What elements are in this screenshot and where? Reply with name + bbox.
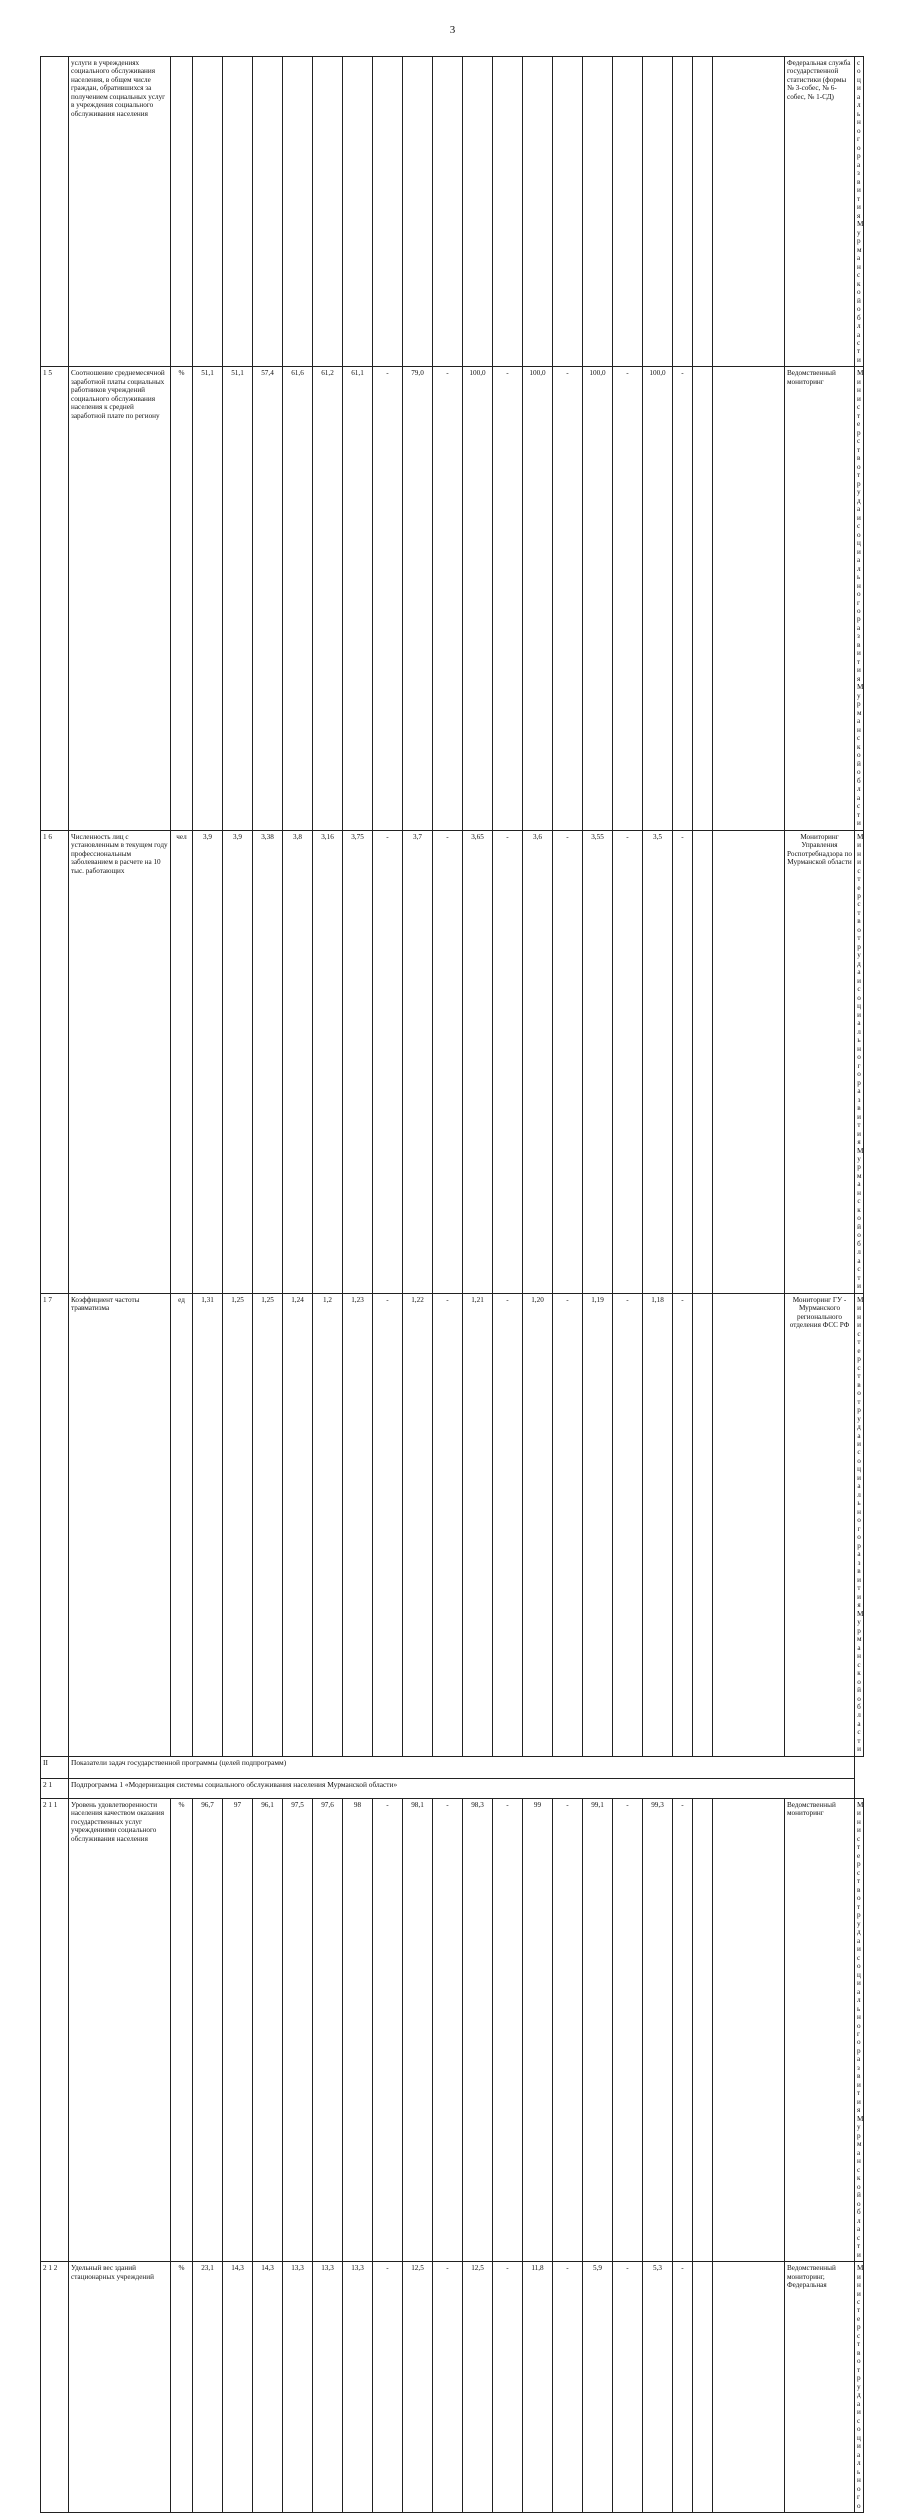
value-cell: 3,38	[253, 830, 283, 1293]
value-cell: -	[373, 1293, 403, 1756]
value-cell	[713, 830, 785, 1293]
value-cell: -	[673, 2262, 693, 2513]
value-cell	[693, 367, 713, 830]
value-cell: 13,3	[283, 2262, 313, 2513]
value-cell: 13,3	[343, 2262, 373, 2513]
value-cell: -	[553, 1293, 583, 1756]
value-cell: -	[493, 367, 523, 830]
value-cell: 96,1	[253, 1798, 283, 2261]
row-code: 2 1 1	[41, 1798, 69, 2261]
value-cell: 99,3	[643, 1798, 673, 2261]
value-cell: 1,25	[253, 1293, 283, 1756]
value-cell: -	[613, 2262, 643, 2513]
value-cell: 98	[343, 1798, 373, 2261]
value-cell: -	[673, 1293, 693, 1756]
value-cell	[433, 57, 463, 367]
value-cell: 100,0	[583, 367, 613, 830]
indicator-name: Уровень удовлетворенности населения качеством оказания государственных услуг учреждениями социального обслуживания населения	[69, 1798, 171, 2261]
value-cell: 3,9	[193, 830, 223, 1293]
value-cell	[713, 57, 785, 367]
value-cell: 13,3	[313, 2262, 343, 2513]
value-cell: 1,20	[523, 1293, 553, 1756]
value-cell: 100,0	[463, 367, 493, 830]
value-cell: -	[553, 830, 583, 1293]
value-cell: 98,3	[463, 1798, 493, 2261]
source-cell: Мониторинг Управления Роспотребнадзора по Мурманской области	[785, 830, 855, 1293]
value-cell: 1,31	[193, 1293, 223, 1756]
section-row	[41, 1756, 864, 1778]
section-title: Показатели задач государственной программы (целей подпрограмм)	[69, 1756, 855, 1778]
value-cell: -	[433, 367, 463, 830]
source-cell: Мониторинг ГУ - Мурманского регионального отделения ФСС РФ	[785, 1293, 855, 1756]
value-cell	[713, 2262, 785, 2513]
value-cell: -	[433, 2262, 463, 2513]
value-cell: 3,75	[343, 830, 373, 1293]
source-cell: Федеральная служба государственной статистики (формы № 3-собес, № 6-собес, № 1-СД)	[785, 57, 855, 367]
table-row	[41, 367, 864, 830]
row-code: 2 1 2	[41, 2262, 69, 2513]
row-code: 1 5	[41, 367, 69, 830]
value-cell: -	[373, 367, 403, 830]
value-cell: -	[493, 1798, 523, 2261]
value-cell: -	[673, 830, 693, 1293]
indicator-name: Численность лиц с установленным в текущем году профессиональным заболеванием в расчете на 10 тыс. работающих	[69, 830, 171, 1293]
table-row	[41, 57, 864, 367]
value-cell: 97,6	[313, 1798, 343, 2261]
value-cell: -	[373, 830, 403, 1293]
value-cell: 3,9	[223, 830, 253, 1293]
value-cell: 61,1	[343, 367, 373, 830]
value-cell: 51,1	[223, 367, 253, 830]
value-cell: 1,22	[403, 1293, 433, 1756]
value-cell: -	[553, 367, 583, 830]
value-cell: 61,6	[283, 367, 313, 830]
value-cell: -	[613, 367, 643, 830]
value-cell	[553, 57, 583, 367]
indicator-name: Коэффициент частоты травматизма	[69, 1293, 171, 1756]
value-cell	[373, 57, 403, 367]
unit-cell: %	[171, 367, 193, 830]
value-cell: 1,21	[463, 1293, 493, 1756]
table-row	[41, 1798, 864, 2261]
value-cell: 12,5	[463, 2262, 493, 2513]
value-cell: 1,2	[313, 1293, 343, 1756]
subprogram-code: 2 1	[41, 1778, 69, 1798]
value-cell	[693, 57, 713, 367]
value-cell: 12,5	[403, 2262, 433, 2513]
value-cell	[613, 57, 643, 367]
unit-cell: чел	[171, 830, 193, 1293]
responsible-cell: Министерство труда и социального развития Мурманской области	[855, 830, 864, 1293]
value-cell	[253, 57, 283, 367]
value-cell	[403, 57, 433, 367]
value-cell	[693, 2262, 713, 2513]
value-cell	[643, 57, 673, 367]
table-row	[41, 2262, 864, 2513]
value-cell: 1,24	[283, 1293, 313, 1756]
value-cell: -	[613, 830, 643, 1293]
value-cell: 97,5	[283, 1798, 313, 2261]
value-cell: 3,8	[283, 830, 313, 1293]
subprogram-title: Подпрограмма 1 «Модернизация системы социального обслуживания населения Мурманской области»	[69, 1778, 855, 1798]
responsible-cell: Министерство труда и социального	[855, 2262, 864, 2513]
value-cell: 100,0	[523, 367, 553, 830]
value-cell	[313, 57, 343, 367]
value-cell	[693, 1293, 713, 1756]
responsible-cell: социального развития Мурманской области	[855, 57, 864, 367]
responsible-cell: Министерство труда и социального развития Мурманской области	[855, 1293, 864, 1756]
source-cell: Ведомственный мониторинг, Федеральная	[785, 2262, 855, 2513]
value-cell: 3,6	[523, 830, 553, 1293]
value-cell: -	[433, 1798, 463, 2261]
value-cell: 1,18	[643, 1293, 673, 1756]
value-cell: -	[493, 1293, 523, 1756]
value-cell	[193, 57, 223, 367]
value-cell: -	[673, 367, 693, 830]
row-code: 1 6	[41, 830, 69, 1293]
value-cell: 3,55	[583, 830, 613, 1293]
value-cell	[343, 57, 373, 367]
responsible-cell: Министерство труда и социального развития Мурманской области	[855, 367, 864, 830]
indicator-name: услуги в учреждениях социального обслуживания населения, в общем числе граждан, обратившихся за получением социальных услуг в учреждения социального обслуживания населения	[69, 57, 171, 367]
value-cell	[463, 57, 493, 367]
section-code: II	[41, 1756, 69, 1778]
value-cell: 3,16	[313, 830, 343, 1293]
value-cell: 3,7	[403, 830, 433, 1293]
value-cell	[283, 57, 313, 367]
value-cell	[223, 57, 253, 367]
value-cell: 3,65	[463, 830, 493, 1293]
value-cell: 1,23	[343, 1293, 373, 1756]
value-cell: 1,19	[583, 1293, 613, 1756]
indicator-table	[40, 56, 864, 2513]
value-cell: 98,1	[403, 1798, 433, 2261]
value-cell: 79,0	[403, 367, 433, 830]
value-cell	[523, 57, 553, 367]
value-cell	[693, 830, 713, 1293]
value-cell: 57,4	[253, 367, 283, 830]
value-cell: 99	[523, 1798, 553, 2261]
source-cell: Ведомственный мониторинг	[785, 367, 855, 830]
value-cell: 99,1	[583, 1798, 613, 2261]
row-code: 1 7	[41, 1293, 69, 1756]
value-cell: 14,3	[253, 2262, 283, 2513]
value-cell	[673, 57, 693, 367]
table-row	[41, 1293, 864, 1756]
value-cell: -	[373, 1798, 403, 2261]
value-cell	[713, 367, 785, 830]
value-cell: -	[553, 1798, 583, 2261]
unit-cell: %	[171, 2262, 193, 2513]
value-cell: -	[433, 830, 463, 1293]
value-cell: 96,7	[193, 1798, 223, 2261]
value-cell: 1,25	[223, 1293, 253, 1756]
source-cell: Ведомственный мониторинг	[785, 1798, 855, 2261]
unit-cell: %	[171, 1798, 193, 2261]
value-cell: -	[673, 1798, 693, 2261]
value-cell: 5,3	[643, 2262, 673, 2513]
responsible-cell: Министерство труда и социального развития Мурманской области	[855, 1798, 864, 2261]
value-cell	[493, 57, 523, 367]
value-cell: 97	[223, 1798, 253, 2261]
value-cell: 5,9	[583, 2262, 613, 2513]
value-cell: -	[553, 2262, 583, 2513]
value-cell	[713, 1293, 785, 1756]
value-cell: -	[493, 830, 523, 1293]
row-code	[41, 57, 69, 367]
value-cell: 14,3	[223, 2262, 253, 2513]
value-cell: -	[613, 1293, 643, 1756]
value-cell: -	[613, 1798, 643, 2261]
table-row	[41, 830, 864, 1293]
subprogram-row	[41, 1778, 864, 1798]
value-cell: 23,1	[193, 2262, 223, 2513]
value-cell: 51,1	[193, 367, 223, 830]
value-cell: 61,2	[313, 367, 343, 830]
value-cell: 3,5	[643, 830, 673, 1293]
page-number: 3	[449, 24, 456, 36]
indicator-name: Удельный вес зданий стационарных учреждений	[69, 2262, 171, 2513]
value-cell: -	[433, 1293, 463, 1756]
value-cell	[713, 1798, 785, 2261]
value-cell	[693, 1798, 713, 2261]
value-cell: -	[373, 2262, 403, 2513]
value-cell: 100,0	[643, 367, 673, 830]
unit-cell	[171, 57, 193, 367]
value-cell	[583, 57, 613, 367]
value-cell: 11,8	[523, 2262, 553, 2513]
value-cell: -	[493, 2262, 523, 2513]
unit-cell: ед	[171, 1293, 193, 1756]
indicator-name: Соотношение среднемесячной заработной платы социальных работников учреждений социального обслуживания населения к средней заработной плате по региону	[69, 367, 171, 830]
